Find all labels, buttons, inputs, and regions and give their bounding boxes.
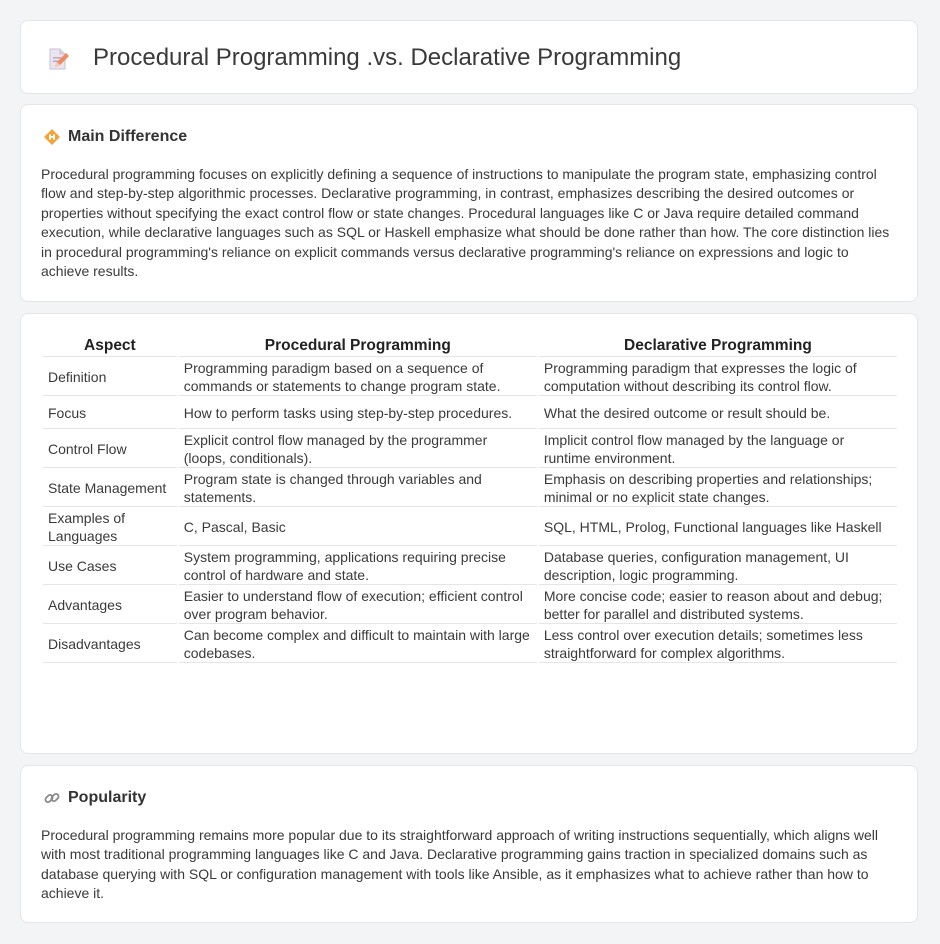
- main-difference-text: Procedural programming focuses on explicitly defining a sequence of instructions to manipulate the program state, emphasizing control flow and step-by-step algorithmic processes. Declarative programming, in contrast, emphasizes describing the desired outcomes or properties without specifying the exact control flow or state changes. Procedural languages like C or Java require detailed command execution, while declarative languages such as SQL or Haskell emphasize what should be done rather than how. The core distinction lies in procedural programming's reliance on explicit commands versus declarative programming's reliance on expressions and logic to achieve results.: [41, 166, 890, 280]
- link-icon: [43, 789, 61, 807]
- procedural-cell: Explicit control flow managed by the programmer (loops, conditionals).: [179, 431, 537, 468]
- page-title: Procedural Programming .vs. Declarative Programming: [93, 44, 682, 71]
- document-edit-icon: [47, 47, 69, 71]
- aspect-cell: Advantages: [43, 587, 177, 624]
- table-row: [43, 548, 897, 585]
- main-difference-heading: Main Difference: [68, 128, 188, 145]
- column-header-procedural: Procedural Programming: [179, 336, 537, 357]
- declarative-cell: Emphasis on describing properties and relationships; minimal or no explicit state changes.: [539, 470, 897, 507]
- aspect-cell: State Management: [43, 470, 177, 507]
- procedural-cell: Easier to understand flow of execution; efficient control over program behavior.: [179, 587, 537, 624]
- popularity-header: [43, 788, 146, 808]
- main-difference-card: [20, 104, 918, 302]
- aspect-cell: Use Cases: [43, 548, 177, 585]
- declarative-cell: Database queries, configuration management, UI description, logic programming.: [539, 548, 897, 585]
- table-row: [43, 470, 897, 507]
- declarative-cell: Programming paradigm that expresses the logic of computation without describing its control flow.: [539, 359, 897, 396]
- declarative-cell: What the desired outcome or result should be.: [539, 398, 897, 429]
- table-row: [43, 431, 897, 468]
- procedural-cell: Programming paradigm based on a sequence of commands or statements to change program state.: [179, 359, 537, 396]
- table-row: [43, 509, 897, 546]
- declarative-cell: Implicit control flow managed by the language or runtime environment.: [539, 431, 897, 468]
- column-header-declarative: Declarative Programming: [539, 336, 897, 357]
- main-difference-header: [43, 127, 187, 147]
- declarative-cell: SQL, HTML, Prolog, Functional languages like Haskell: [539, 509, 897, 546]
- procedural-cell: System programming, applications requiring precise control of hardware and state.: [179, 548, 537, 585]
- declarative-cell: Less control over execution details; sometimes less straightforward for complex algorithms.: [539, 626, 897, 663]
- popularity-card: [20, 765, 918, 923]
- procedural-cell: Program state is changed through variables and statements.: [179, 470, 537, 507]
- comparison-table: [41, 334, 899, 665]
- procedural-cell: How to perform tasks using step-by-step procedures.: [179, 398, 537, 429]
- table-row: [43, 398, 897, 429]
- table-row: [43, 626, 897, 663]
- popularity-heading: Popularity: [68, 789, 147, 806]
- table-row: [43, 359, 897, 396]
- procedural-cell: C, Pascal, Basic: [179, 509, 537, 546]
- aspect-cell: Control Flow: [43, 431, 177, 468]
- popularity-text: Procedural programming remains more popular due to its straightforward approach of writing instructions sequentially, which aligns well with most traditional programming languages like C and Java. Declarative programming gains traction in specialized domains such as database querying with SQL or configuration management with tools like Ansible, as it emphasizes what to achieve rather than how to achieve it.: [41, 827, 879, 902]
- title-card: [20, 20, 918, 94]
- aspect-cell: Focus: [43, 398, 177, 429]
- comparison-card: [20, 313, 918, 754]
- table-row: [43, 587, 897, 624]
- aspect-cell: Disadvantages: [43, 626, 177, 663]
- diamond-sign-icon: [43, 128, 61, 146]
- column-header-aspect: Aspect: [43, 336, 177, 357]
- aspect-cell: Definition: [43, 359, 177, 396]
- aspect-cell: Examples of Languages: [43, 509, 177, 546]
- declarative-cell: More concise code; easier to reason about and debug; better for parallel and distributed systems.: [539, 587, 897, 624]
- procedural-cell: Can become complex and difficult to maintain with large codebases.: [179, 626, 537, 663]
- table-header-row: [43, 336, 897, 357]
